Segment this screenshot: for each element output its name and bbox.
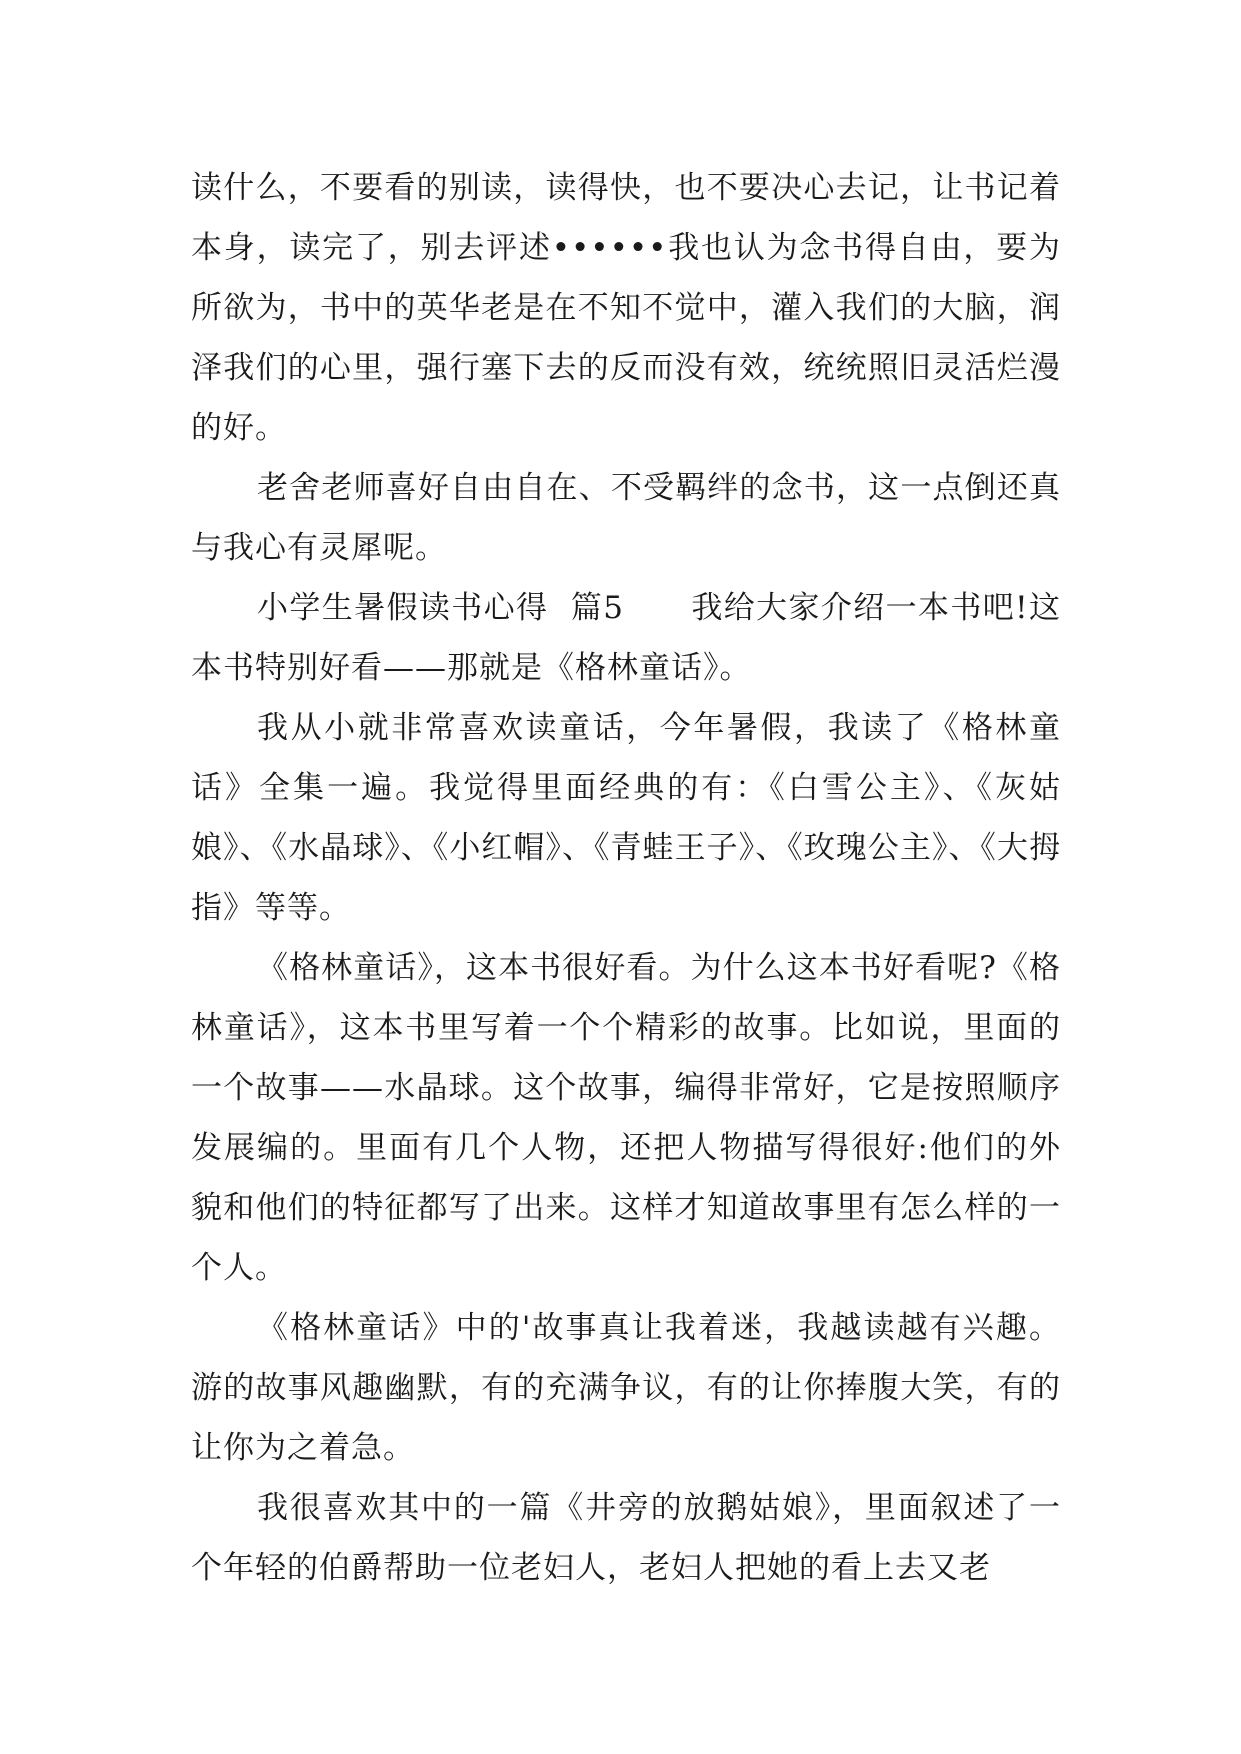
- paragraph-7: 我很喜欢其中的一篇《井旁的放鹅姑娘》，里面叙述了一个年轻的伯爵帮助一位老妇人，老妇人把她的看上去又老: [191, 1490, 1061, 1586]
- paragraph-2: 老舍老师喜好自由自在、不受羁绊的念书，这一点倒还真与我心有灵犀呢。: [191, 470, 1061, 566]
- paragraph-3-section-heading: 小学生暑假读书心得 篇5 我给大家介绍一本书吧!这本书特别好看——那就是《格林童话》。: [191, 590, 1061, 686]
- document-body: [191, 158, 1061, 1598]
- paragraph-4: 我从小就非常喜欢读童话，今年暑假，我读了《格林童话》全集一遍。我觉得里面经典的有：《白雪公主》、《灰姑娘》、《水晶球》、《小红帽》、《青蛙王子》、《玫瑰公主》、《大拇指》等等。: [191, 710, 1061, 926]
- paragraph-1: 读什么，不要看的别读，读得快，也不要决心去记，让书记着本身，读完了，别去评述••••••我也认为念书得自由，要为所欲为，书中的英华老是在不知不觉中，灌入我们的大脑，润泽我们的心里，强行塞下去的反而没有效，统统照旧灵活烂漫的好。: [191, 170, 1061, 446]
- paragraph-5: 《格林童话》，这本书很好看。为什么这本书好看呢?《格林童话》，这本书里写着一个个精彩的故事。比如说，里面的一个故事——水晶球。这个故事，编得非常好，它是按照顺序发展编的。里面有几个人物，还把人物描写得很好:他们的外貌和他们的特征都写了出来。这样才知道故事里有怎么样的一个人。: [191, 950, 1061, 1286]
- paragraph-6: 《格林童话》中的'故事真让我着迷，我越读越有兴趣。游的故事风趣幽默，有的充满争议，有的让你捧腹大笑，有的让你为之着急。: [191, 1310, 1061, 1466]
